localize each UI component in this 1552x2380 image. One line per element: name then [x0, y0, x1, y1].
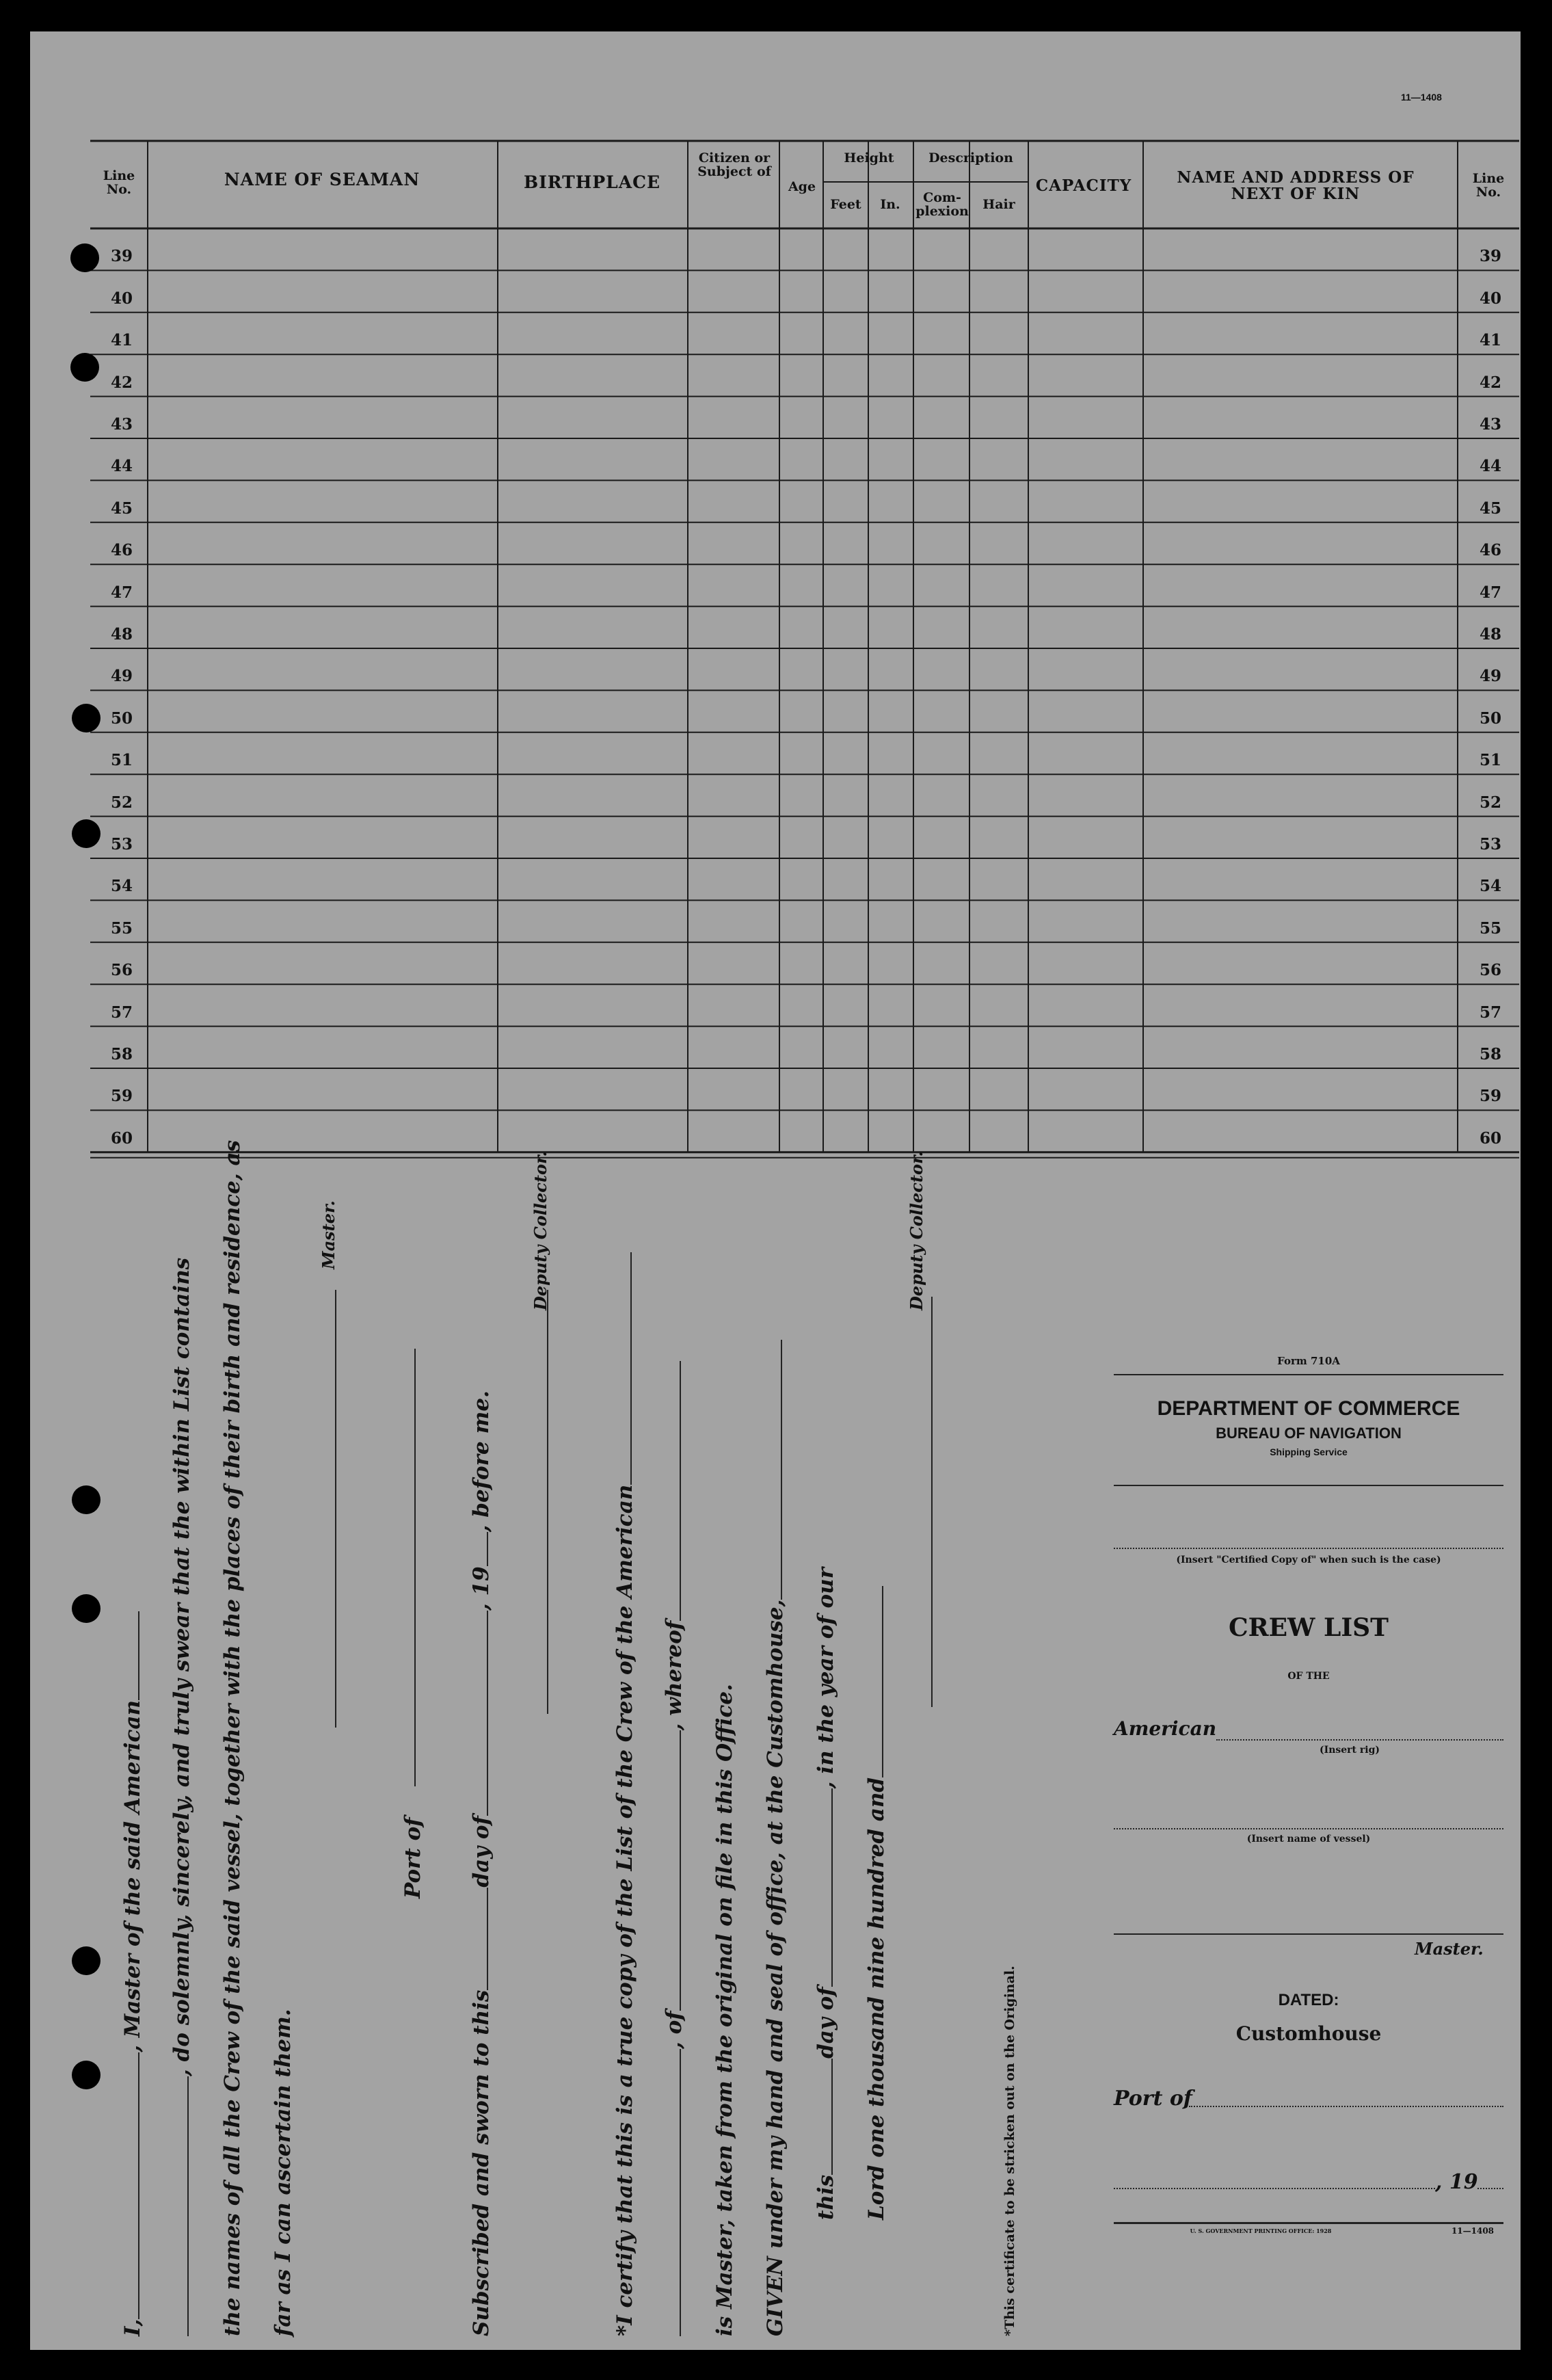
line-number-left: 55	[111, 918, 133, 938]
blank-sworn-year[interactable]	[469, 1532, 488, 1566]
line-number-right: 44	[1480, 457, 1502, 476]
binding-hole-6	[72, 1594, 101, 1623]
line-number-right: 50	[1480, 709, 1502, 728]
master-line[interactable]	[1114, 1933, 1503, 1935]
blank-certify-vessel[interactable]	[613, 1252, 632, 1485]
oath-swear: , do solemnly, sincerely, and truly swear that the within List contains	[170, 1257, 194, 2076]
header-next-of-kin: NAME AND ADDRESS OF NEXT OF KIN	[1177, 168, 1415, 204]
binding-hole-5	[72, 1485, 101, 1514]
binding-hole-1	[70, 243, 99, 272]
day-of-text-2: day of	[814, 1987, 838, 2059]
deputy-signature-line-2[interactable]	[931, 1297, 933, 1707]
header-birthplace: BIRTHPLACE	[523, 172, 661, 192]
binding-hole-8	[72, 2061, 101, 2089]
line-number-right: 45	[1480, 499, 1502, 518]
oath-master-of-american: , Master of the said American	[120, 1700, 145, 2052]
blank-vessel-name[interactable]	[170, 2076, 189, 2336]
binding-hole-7	[72, 1946, 101, 1975]
line-number-left: 44	[111, 457, 133, 476]
table-grid	[90, 140, 1519, 1193]
rig-line[interactable]	[1216, 1739, 1503, 1741]
blank-of-port[interactable]	[662, 1730, 681, 2011]
port-of-line[interactable]	[414, 1349, 416, 1786]
blank-year[interactable]	[864, 1586, 883, 1777]
line-number-left: 47	[111, 583, 133, 602]
before-me-text: , before me.	[469, 1390, 494, 1533]
lord-line	[864, 1586, 889, 2220]
blank-master-name[interactable]	[120, 2052, 139, 2319]
header-age: Age	[788, 179, 816, 194]
line-number-left: 40	[111, 289, 133, 308]
subscribed-line	[469, 1390, 494, 2336]
american-label: American	[1114, 1717, 1217, 1740]
line-number-right: 60	[1480, 1128, 1502, 1148]
line-number-right: 42	[1480, 373, 1502, 392]
line-number-left: 60	[111, 1128, 133, 1148]
certify-text: *I certify that this is a true copy of the List of the Crew of the American	[613, 1484, 637, 2336]
line-number-left: 43	[111, 415, 133, 434]
line-number-left: 42	[111, 373, 133, 392]
line-number-left: 58	[111, 1045, 133, 1063]
this-text: this	[814, 2174, 838, 2220]
crew-list-sheet	[30, 31, 1521, 2350]
line-number-left: 53	[111, 835, 133, 854]
line-number-right: 57	[1480, 1003, 1502, 1022]
header-capacity: CAPACITY	[1035, 176, 1132, 195]
line-number-right: 58	[1480, 1045, 1502, 1063]
line-number-left: 59	[111, 1087, 133, 1106]
crew-table	[90, 140, 1519, 1193]
cover-master-label: Master.	[1415, 1939, 1484, 1959]
line-number-right: 53	[1480, 835, 1502, 854]
printing-office: U. S. GOVERNMENT PRINTING OFFICE: 1928	[1190, 2227, 1332, 2234]
line-number-right: 52	[1480, 793, 1502, 812]
blank-vessel-of[interactable]	[662, 2049, 681, 2336]
given-text: GIVEN under my hand and seal of office, at the Customhouse,	[763, 1599, 788, 2336]
lord-text: Lord one thousand nine hundred and	[864, 1777, 889, 2220]
is-master-line: is Master, taken from the original on file in this Office.	[712, 1684, 737, 2336]
cover-nineteen: , 19	[1435, 2170, 1478, 2194]
line-number-left: 54	[111, 877, 133, 896]
line-number-left: 51	[111, 751, 133, 770]
insert-vessel: (Insert name of vessel)	[1246, 1834, 1371, 1844]
line-number-left: 39	[111, 247, 133, 266]
line-number-left: 46	[111, 541, 133, 560]
year-line[interactable]	[1477, 2188, 1503, 2189]
line-number-right: 40	[1480, 289, 1502, 308]
header-line-no: Line No.	[103, 168, 135, 197]
line-number-right: 47	[1480, 583, 1502, 602]
certify-line	[613, 1252, 637, 2336]
line-number-right: 59	[1480, 1087, 1502, 1106]
dated-label: DATED:	[1278, 1991, 1339, 2009]
in-year-text: , in the year of our	[814, 1567, 838, 1789]
header-inches: In.	[880, 197, 900, 212]
oath-block	[120, 1139, 1228, 2336]
whereof-text: , whereof	[662, 1620, 686, 1731]
port-of-label: Port of	[401, 1817, 425, 1899]
deputy-collector-label-2: Deputy Collector.	[907, 1151, 926, 1310]
line-number-left: 57	[111, 1003, 133, 1022]
department-title: DEPARTMENT OF COMMERCE	[1157, 1397, 1460, 1420]
oath-line-1	[120, 1611, 145, 2336]
blank-given-day[interactable]	[814, 2059, 833, 2175]
cover-port-of: Port of	[1114, 2087, 1192, 2111]
line-number-left: 45	[111, 499, 133, 518]
form-number-bottom: 11—1408	[1451, 2226, 1495, 2236]
master-label: Master.	[319, 1200, 338, 1269]
header-description: Description	[928, 150, 1013, 166]
header-feet: Feet	[830, 197, 861, 212]
line-number-right: 49	[1480, 667, 1502, 686]
day-of-text: day of	[469, 1816, 494, 1888]
of-the: OF THE	[1287, 1671, 1330, 1682]
deputy-signature-line-1[interactable]	[547, 1290, 548, 1714]
header-citizen: Citizen or Subject of	[697, 150, 771, 179]
line-number-right: 48	[1480, 625, 1502, 644]
line-number-right: 56	[1480, 961, 1502, 980]
given-line	[763, 1340, 788, 2336]
line-number-left: 56	[111, 961, 133, 980]
vessel-name-line[interactable]	[1114, 1828, 1503, 1829]
line-number-left: 41	[111, 331, 133, 350]
oath-line-2	[170, 1258, 194, 2336]
header-line-no-right: Line No.	[1472, 171, 1505, 200]
cover-rule-bottom	[1114, 2222, 1503, 2224]
line-number-left: 50	[111, 709, 133, 728]
footnote: *This certificate to be stricken out on the Original.	[1002, 1966, 1017, 2336]
line-number-left: 48	[111, 625, 133, 644]
header-complexion: Com-plexion	[915, 190, 969, 219]
nineteen-text: , 19	[469, 1566, 494, 1611]
blank-whereof-master[interactable]	[662, 1361, 681, 1621]
blank-customhouse[interactable]	[763, 1340, 782, 1600]
customhouse-label: Customhouse	[1235, 2022, 1382, 2045]
bureau-title: BUREAU OF NAVIGATION	[1216, 1425, 1402, 1442]
insert-rig: (Insert rig)	[1320, 1745, 1380, 1756]
blank-vessel[interactable]	[120, 1611, 139, 1700]
deputy-collector-label-1: Deputy Collector.	[531, 1151, 550, 1310]
cover-panel	[1114, 1355, 1503, 2258]
cover-port-line[interactable]	[1189, 2106, 1503, 2107]
line-number-right: 39	[1480, 247, 1502, 266]
line-number-right: 54	[1480, 877, 1502, 896]
binding-hole-4	[72, 819, 101, 848]
form-710a: Form 710A	[1277, 1355, 1340, 1367]
this-day-line	[814, 1568, 838, 2220]
certified-copy-line[interactable]	[1114, 1548, 1503, 1549]
shipping-service: Shipping Service	[1270, 1446, 1348, 1457]
binding-hole-3	[72, 704, 101, 732]
line-number-right: 41	[1480, 331, 1502, 350]
blank-given-month[interactable]	[814, 1788, 833, 1987]
blank-sworn-day[interactable]	[469, 1888, 488, 1990]
blank-sworn-month[interactable]	[469, 1611, 488, 1816]
line-number-right: 46	[1480, 541, 1502, 560]
header-name-of-seaman: NAME OF SEAMAN	[224, 170, 420, 189]
form-number-top: 11—1408	[1401, 92, 1442, 103]
oath-line-3: the names of all the Crew of the said vessel, together with the places of their birth and residence, as	[220, 1139, 245, 2336]
cover-rule-1	[1114, 1374, 1503, 1375]
header-height: Height	[844, 150, 894, 166]
of-text: , of	[662, 2011, 686, 2049]
certified-note: (Insert "Certified Copy of" when such is the case)	[1176, 1555, 1441, 1565]
line-number-right: 43	[1480, 415, 1502, 434]
line-number-left: 49	[111, 667, 133, 686]
subscribed-text: Subscribed and sworn to this	[469, 1989, 494, 2336]
of-whereof-line	[662, 1361, 686, 2336]
line-number-left: 52	[111, 793, 133, 812]
master-signature-line[interactable]	[335, 1290, 336, 1728]
binding-hole-2	[70, 353, 99, 382]
oath-i: I,	[120, 2318, 145, 2336]
line-number-right: 55	[1480, 918, 1502, 938]
line-number-right: 51	[1480, 751, 1502, 770]
oath-line-4: far as I can ascertain them.	[271, 2009, 295, 2336]
cover-rule-2	[1114, 1485, 1503, 1486]
crew-list-title: CREW LIST	[1229, 1613, 1389, 1642]
header-hair: Hair	[982, 197, 1015, 212]
date-line[interactable]	[1114, 2188, 1435, 2189]
